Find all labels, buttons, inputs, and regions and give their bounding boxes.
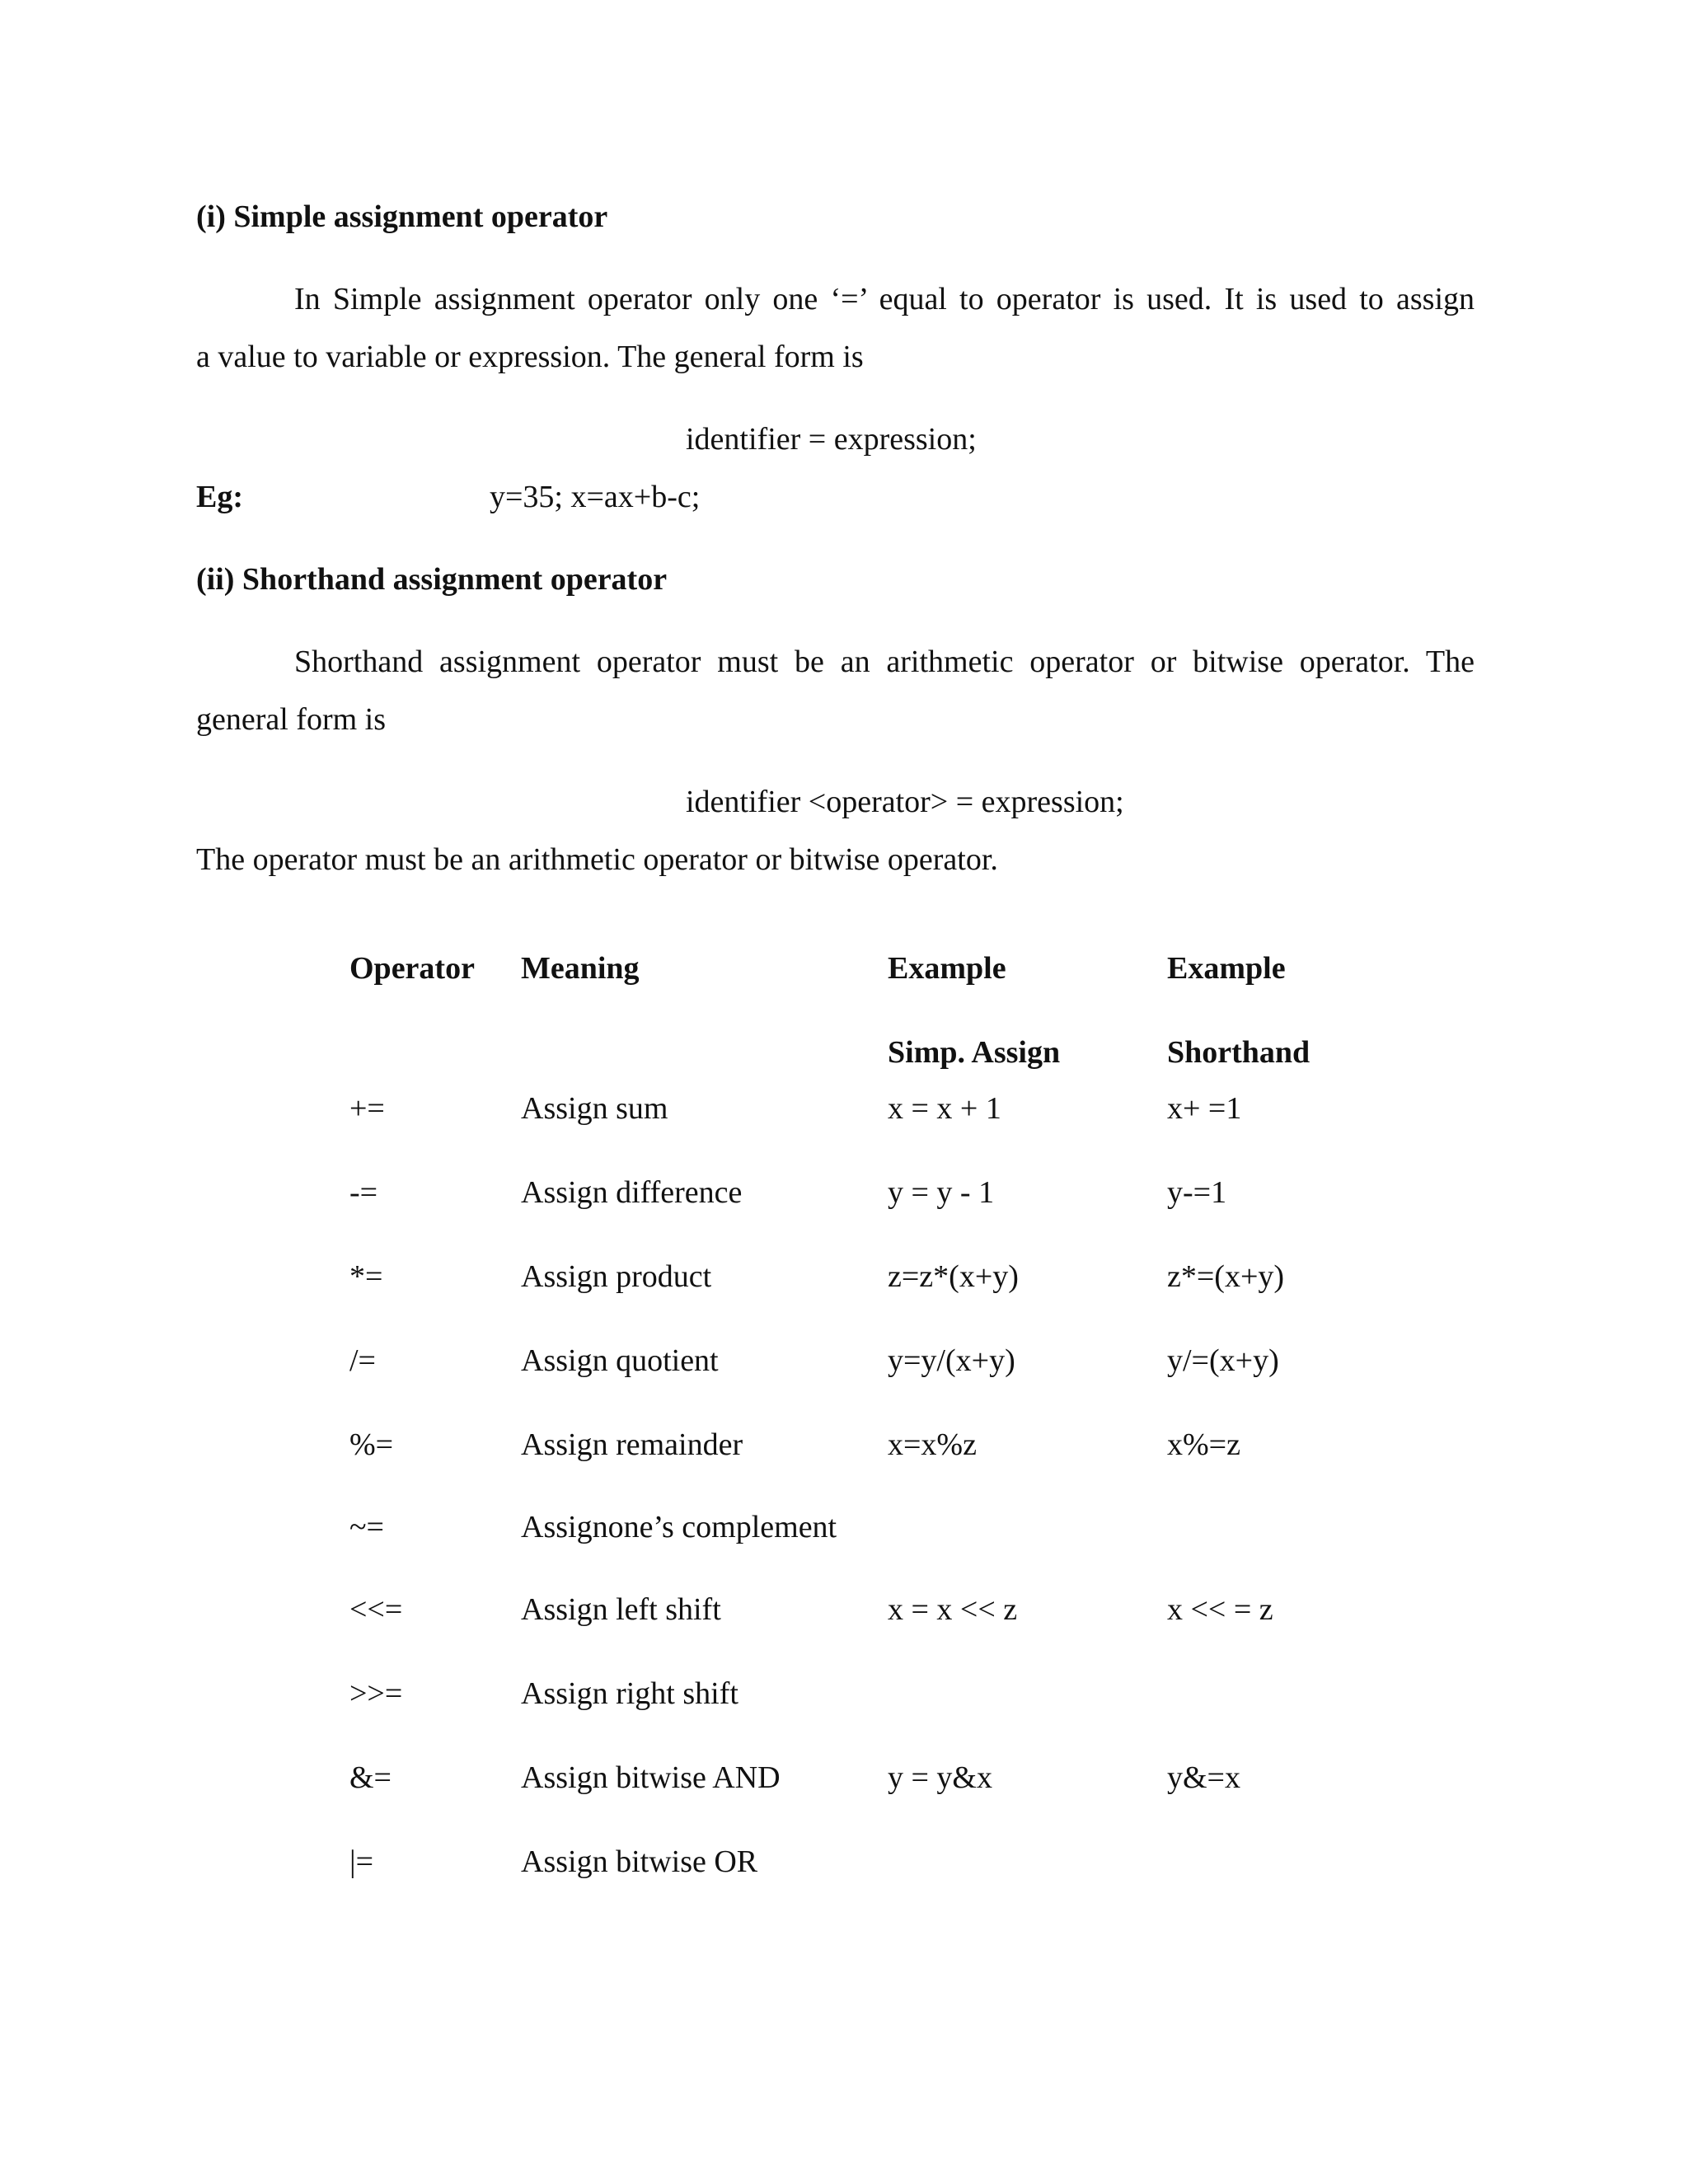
table-row-2-shorthand: z*=(x+y) [1167, 1259, 1285, 1294]
table-row-1-simple: y = y - 1 [888, 1175, 995, 1210]
table-row-8-shorthand: y&=x [1167, 1760, 1240, 1795]
table-row-0-operator: += [349, 1091, 385, 1126]
table-row-9-meaning: Assign bitwise OR [521, 1844, 758, 1879]
table-row-4-operator: %= [349, 1427, 394, 1462]
eg-text: y=35; x=ax+b-c; [490, 480, 701, 514]
table-row-1-operator: -= [349, 1175, 378, 1210]
eg-label: Eg: [196, 480, 243, 514]
table-row-4-shorthand: x%=z [1167, 1427, 1240, 1462]
header-meaning: Meaning [521, 951, 640, 986]
table-row-0-simple: x = x + 1 [888, 1091, 1001, 1126]
table-row-4-simple: x=x%z [888, 1427, 977, 1462]
section1-general-form: identifier = expression; [686, 422, 977, 457]
table-row-7-meaning: Assign right shift [521, 1676, 738, 1711]
table-row-3-simple: y=y/(x+y) [888, 1343, 1015, 1378]
table-row-6-shorthand: x << = z [1167, 1592, 1273, 1627]
section2-heading: (ii) Shorthand assignment operator [196, 562, 668, 597]
header-example-shorthand-line2: Shorthand [1167, 1035, 1311, 1070]
table-row-5-meaning: Assignone’s complement [521, 1510, 837, 1544]
table-row-7-operator: >>= [349, 1676, 403, 1711]
table-row-6-meaning: Assign left shift [521, 1592, 721, 1627]
header-example-simple-line1: Example [888, 951, 1006, 986]
table-row-1-meaning: Assign difference [521, 1175, 743, 1210]
table-row-5-operator: ~= [349, 1510, 384, 1544]
section2-para-line1: Shorthand assignment operator must be an arithmetic operator or bitwise operator. The [294, 644, 1475, 679]
table-row-1-shorthand: y-=1 [1167, 1175, 1227, 1210]
table-row-8-operator: &= [349, 1760, 392, 1795]
section2-general-form: identifier <operator> = expression; [686, 785, 1124, 819]
header-example-simple-line2: Simp. Assign [888, 1035, 1061, 1070]
header-example-shorthand-line1: Example [1167, 951, 1286, 986]
table-row-3-meaning: Assign quotient [521, 1343, 719, 1378]
section1-para-line1: In Simple assignment operator only one ‘=’ equal to operator is used. It is used to assign [294, 282, 1475, 316]
table-row-8-meaning: Assign bitwise AND [521, 1760, 781, 1795]
table-row-2-simple: z=z*(x+y) [888, 1259, 1019, 1294]
table-row-2-meaning: Assign product [521, 1259, 712, 1294]
section2-note: The operator must be an arithmetic operator or bitwise operator. [196, 842, 998, 877]
section2-para-line2: general form is [196, 702, 387, 737]
table-row-2-operator: *= [349, 1259, 383, 1294]
table-row-6-simple: x = x << z [888, 1592, 1018, 1627]
table-row-0-shorthand: x+ =1 [1167, 1091, 1242, 1126]
table-row-9-operator: |= [349, 1844, 374, 1879]
table-row-3-operator: /= [349, 1343, 376, 1378]
section1-heading: (i) Simple assignment operator [196, 199, 608, 234]
table-row-3-shorthand: y/=(x+y) [1167, 1343, 1279, 1378]
table-row-0-meaning: Assign sum [521, 1091, 668, 1126]
table-row-6-operator: <<= [349, 1592, 403, 1627]
section1-para-line2: a value to variable or expression. The general form is [196, 340, 864, 374]
table-row-8-simple: y = y&x [888, 1760, 992, 1795]
header-operator: Operator [349, 951, 475, 986]
table-row-4-meaning: Assign remainder [521, 1427, 743, 1462]
